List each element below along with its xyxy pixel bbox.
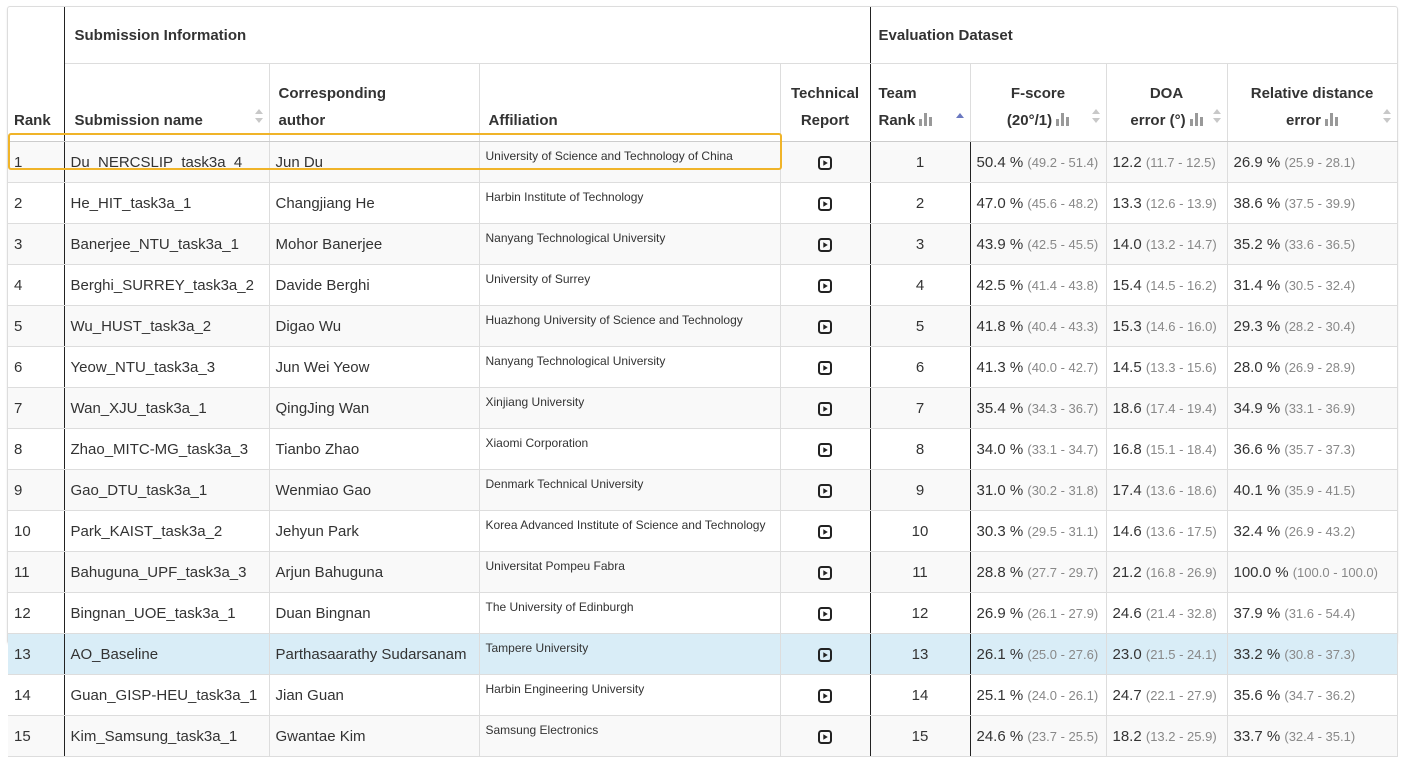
relative-distance-error-cell bbox=[1227, 552, 1397, 593]
header-f-score[interactable]: F-score (20°/1) bbox=[970, 64, 1106, 142]
f-score-value: 42.5 % bbox=[976, 276, 1024, 294]
f-score-value: 43.9 % bbox=[976, 235, 1024, 253]
f-score-ci: (33.1 - 34.7) bbox=[1027, 441, 1099, 457]
affiliation-cell: The University of Edinburgh bbox=[479, 593, 780, 634]
doa-error-cell bbox=[1106, 265, 1227, 306]
team-rank-cell: 4 bbox=[870, 265, 970, 306]
document-play-icon[interactable] bbox=[818, 689, 832, 703]
rde-value: 36.6 % bbox=[1233, 440, 1281, 458]
doa-error-ci: (14.6 - 16.0) bbox=[1145, 318, 1217, 334]
sort-icon bbox=[255, 109, 263, 123]
rde-value: 35.2 % bbox=[1233, 235, 1281, 253]
doa-error-value: 18.6 bbox=[1112, 399, 1142, 417]
header-submission-name[interactable]: Submission name bbox=[64, 64, 269, 142]
doa-error-cell bbox=[1106, 347, 1227, 388]
rde-value: 31.4 % bbox=[1233, 276, 1281, 294]
affiliation-cell: Nanyang Technological University bbox=[479, 347, 780, 388]
technical-report-cell bbox=[780, 552, 870, 593]
bar-chart-icon[interactable] bbox=[919, 113, 932, 126]
doa-error-ci: (13.2 - 25.9) bbox=[1145, 728, 1217, 744]
table-row[interactable] bbox=[8, 183, 1397, 224]
f-score-ci: (40.0 - 42.7) bbox=[1027, 359, 1099, 375]
team-rank-cell: 12 bbox=[870, 593, 970, 634]
rde-value: 33.2 % bbox=[1233, 645, 1281, 663]
f-score-ci: (26.1 - 27.9) bbox=[1027, 605, 1099, 621]
document-play-icon[interactable] bbox=[818, 443, 832, 457]
f-score-value: 41.8 % bbox=[976, 317, 1024, 335]
bar-chart-icon[interactable] bbox=[1325, 113, 1338, 126]
submission-name-cell: Banerjee_NTU_task3a_1 bbox=[64, 224, 269, 265]
document-play-icon[interactable] bbox=[818, 730, 832, 744]
affiliation-cell: Nanyang Technological University bbox=[479, 224, 780, 265]
relative-distance-error-cell bbox=[1227, 593, 1397, 634]
document-play-icon[interactable] bbox=[818, 525, 832, 539]
doa-error-ci: (12.6 - 13.9) bbox=[1145, 195, 1217, 211]
team-rank-cell: 5 bbox=[870, 306, 970, 347]
f-score-cell bbox=[970, 224, 1106, 265]
f-score-value: 41.3 % bbox=[976, 358, 1024, 376]
table-row[interactable] bbox=[8, 388, 1397, 429]
rde-value: 38.6 % bbox=[1233, 194, 1281, 212]
f-score-value: 24.6 % bbox=[976, 727, 1024, 745]
f-score-ci: (27.7 - 29.7) bbox=[1027, 564, 1099, 580]
f-score-cell bbox=[970, 388, 1106, 429]
doa-error-cell bbox=[1106, 429, 1227, 470]
doa-error-ci: (14.5 - 16.2) bbox=[1145, 277, 1217, 293]
author-cell: Jun Du bbox=[269, 142, 479, 183]
table-row[interactable] bbox=[8, 142, 1397, 183]
technical-report-cell bbox=[780, 347, 870, 388]
header-technical-report[interactable]: Technical Report bbox=[780, 64, 870, 142]
document-play-icon[interactable] bbox=[818, 484, 832, 498]
affiliation-cell: Xiaomi Corporation bbox=[479, 429, 780, 470]
sort-ascending-icon bbox=[956, 109, 964, 123]
doa-error-cell bbox=[1106, 388, 1227, 429]
technical-report-cell bbox=[780, 183, 870, 224]
doa-error-value: 13.3 bbox=[1112, 194, 1142, 212]
doa-error-ci: (22.1 - 27.9) bbox=[1145, 687, 1217, 703]
f-score-cell bbox=[970, 511, 1106, 552]
submission-name-cell: AO_Baseline bbox=[64, 634, 269, 675]
f-score-cell bbox=[970, 142, 1106, 183]
author-cell: Wenmiao Gao bbox=[269, 470, 479, 511]
f-score-ci: (25.0 - 27.6) bbox=[1027, 646, 1099, 662]
author-cell: Jian Guan bbox=[269, 675, 479, 716]
rank-cell: 10 bbox=[8, 511, 64, 552]
doa-error-ci: (11.7 - 12.5) bbox=[1145, 154, 1216, 170]
technical-report-cell bbox=[780, 470, 870, 511]
relative-distance-error-cell bbox=[1227, 470, 1397, 511]
rde-value: 28.0 % bbox=[1233, 358, 1281, 376]
team-rank-cell: 9 bbox=[870, 470, 970, 511]
f-score-ci: (29.5 - 31.1) bbox=[1027, 523, 1099, 539]
author-cell: QingJing Wan bbox=[269, 388, 479, 429]
submission-name-cell: Gao_DTU_task3a_1 bbox=[64, 470, 269, 511]
submission-name-cell: Wu_HUST_task3a_2 bbox=[64, 306, 269, 347]
rde-value: 32.4 % bbox=[1233, 522, 1281, 540]
doa-error-value: 23.0 bbox=[1112, 645, 1142, 663]
author-cell: Digao Wu bbox=[269, 306, 479, 347]
doa-error-cell bbox=[1106, 306, 1227, 347]
rank-group-spacer bbox=[8, 7, 64, 64]
rde-ci: (37.5 - 39.9) bbox=[1284, 195, 1356, 211]
f-score-cell bbox=[970, 306, 1106, 347]
f-score-value: 35.4 % bbox=[976, 399, 1024, 417]
rank-cell: 6 bbox=[8, 347, 64, 388]
table-row[interactable] bbox=[8, 347, 1397, 388]
technical-report-cell bbox=[780, 716, 870, 757]
rde-value: 33.7 % bbox=[1233, 727, 1281, 745]
affiliation-cell: Korea Advanced Institute of Science and Technology bbox=[479, 511, 780, 552]
doa-error-value: 17.4 bbox=[1112, 481, 1142, 499]
rde-value: 37.9 % bbox=[1233, 604, 1281, 622]
table-row[interactable] bbox=[8, 593, 1397, 634]
doa-error-ci: (15.1 - 18.4) bbox=[1145, 441, 1217, 457]
author-cell: Gwantae Kim bbox=[269, 716, 479, 757]
technical-report-cell bbox=[780, 306, 870, 347]
relative-distance-error-cell bbox=[1227, 511, 1397, 552]
relative-distance-error-cell bbox=[1227, 183, 1397, 224]
f-score-cell bbox=[970, 347, 1106, 388]
document-play-icon[interactable] bbox=[818, 361, 832, 375]
doa-error-ci: (13.3 - 15.6) bbox=[1145, 359, 1217, 375]
f-score-value: 34.0 % bbox=[976, 440, 1024, 458]
document-play-icon[interactable] bbox=[818, 402, 832, 416]
affiliation-cell: University of Surrey bbox=[479, 265, 780, 306]
doa-error-cell bbox=[1106, 142, 1227, 183]
f-score-ci: (24.0 - 26.1) bbox=[1027, 687, 1099, 703]
header-corresponding-author[interactable]: Corresponding author bbox=[269, 64, 479, 142]
results-table bbox=[8, 7, 1398, 757]
rank-cell: 2 bbox=[8, 183, 64, 224]
rde-ci: (35.9 - 41.5) bbox=[1284, 482, 1356, 498]
team-rank-cell: 11 bbox=[870, 552, 970, 593]
sort-icon bbox=[1092, 109, 1100, 123]
document-play-icon[interactable] bbox=[818, 320, 832, 334]
table-row[interactable] bbox=[8, 224, 1397, 265]
f-score-ci: (49.2 - 51.4) bbox=[1027, 154, 1099, 170]
submission-name-cell: Guan_GISP-HEU_task3a_1 bbox=[64, 675, 269, 716]
document-play-icon[interactable] bbox=[818, 566, 832, 580]
relative-distance-error-cell bbox=[1227, 388, 1397, 429]
f-score-cell bbox=[970, 593, 1106, 634]
f-score-ci: (23.7 - 25.5) bbox=[1027, 728, 1099, 744]
doa-error-cell bbox=[1106, 716, 1227, 757]
rank-cell: 3 bbox=[8, 224, 64, 265]
table-row[interactable] bbox=[8, 470, 1397, 511]
rank-cell: 4 bbox=[8, 265, 64, 306]
rde-value: 40.1 % bbox=[1233, 481, 1281, 499]
team-rank-cell: 8 bbox=[870, 429, 970, 470]
team-rank-cell: 15 bbox=[870, 716, 970, 757]
rde-ci: (30.5 - 32.4) bbox=[1284, 277, 1356, 293]
f-score-value: 50.4 % bbox=[976, 153, 1024, 171]
technical-report-cell bbox=[780, 675, 870, 716]
doa-error-ci: (13.6 - 18.6) bbox=[1145, 482, 1217, 498]
relative-distance-error-cell bbox=[1227, 142, 1397, 183]
doa-error-value: 15.4 bbox=[1112, 276, 1142, 294]
submission-name-cell: Bahuguna_UPF_task3a_3 bbox=[64, 552, 269, 593]
header-affiliation[interactable]: Affiliation bbox=[479, 64, 780, 142]
doa-error-value: 21.2 bbox=[1112, 563, 1142, 581]
document-play-icon[interactable] bbox=[818, 197, 832, 211]
affiliation-cell: Harbin Institute of Technology bbox=[479, 183, 780, 224]
doa-error-value: 15.3 bbox=[1112, 317, 1142, 335]
team-rank-cell: 14 bbox=[870, 675, 970, 716]
f-score-value: 25.1 % bbox=[976, 686, 1024, 704]
doa-error-value: 14.6 bbox=[1112, 522, 1142, 540]
submission-name-cell: Berghi_SURREY_task3a_2 bbox=[64, 265, 269, 306]
group-evaluation-dataset: Evaluation Dataset bbox=[870, 7, 1397, 64]
rank-cell: 11 bbox=[8, 552, 64, 593]
f-score-value: 31.0 % bbox=[976, 481, 1024, 499]
rank-cell: 8 bbox=[8, 429, 64, 470]
table-row[interactable] bbox=[8, 634, 1397, 675]
group-submission-information: Submission Information bbox=[64, 7, 870, 64]
rank-cell: 5 bbox=[8, 306, 64, 347]
relative-distance-error-cell bbox=[1227, 265, 1397, 306]
rde-ci: (35.7 - 37.3) bbox=[1284, 441, 1356, 457]
rank-cell: 13 bbox=[8, 634, 64, 675]
team-rank-cell: 1 bbox=[870, 142, 970, 183]
rde-value: 35.6 % bbox=[1233, 686, 1281, 704]
submission-name-cell: Kim_Samsung_task3a_1 bbox=[64, 716, 269, 757]
author-cell: Changjiang He bbox=[269, 183, 479, 224]
affiliation-cell: Denmark Technical University bbox=[479, 470, 780, 511]
doa-error-cell bbox=[1106, 470, 1227, 511]
team-rank-cell: 13 bbox=[870, 634, 970, 675]
rank-cell: 9 bbox=[8, 470, 64, 511]
f-score-cell bbox=[970, 552, 1106, 593]
doa-error-value: 18.2 bbox=[1112, 727, 1142, 745]
rank-cell: 1 bbox=[8, 142, 64, 183]
f-score-ci: (40.4 - 43.3) bbox=[1027, 318, 1099, 334]
f-score-cell bbox=[970, 429, 1106, 470]
rde-value: 100.0 % bbox=[1233, 563, 1289, 581]
document-play-icon[interactable] bbox=[818, 238, 832, 252]
relative-distance-error-cell bbox=[1227, 224, 1397, 265]
technical-report-cell bbox=[780, 265, 870, 306]
bar-chart-icon[interactable] bbox=[1056, 113, 1069, 126]
author-cell: Parthasaarathy Sudarsanam bbox=[269, 634, 479, 675]
document-play-icon[interactable] bbox=[818, 156, 832, 170]
sort-icon bbox=[1383, 109, 1391, 123]
doa-error-cell bbox=[1106, 593, 1227, 634]
rank-cell: 15 bbox=[8, 716, 64, 757]
doa-error-ci: (16.8 - 26.9) bbox=[1145, 564, 1217, 580]
author-cell: Jehyun Park bbox=[269, 511, 479, 552]
table-row[interactable] bbox=[8, 716, 1397, 757]
rde-ci: (25.9 - 28.1) bbox=[1284, 154, 1356, 170]
f-score-value: 30.3 % bbox=[976, 522, 1024, 540]
sort-icon bbox=[1213, 109, 1221, 123]
technical-report-cell bbox=[780, 388, 870, 429]
doa-error-value: 16.8 bbox=[1112, 440, 1142, 458]
table-row[interactable] bbox=[8, 306, 1397, 347]
doa-error-ci: (13.2 - 14.7) bbox=[1145, 236, 1217, 252]
document-play-icon[interactable] bbox=[818, 607, 832, 621]
header-team-rank[interactable]: Team Rank bbox=[870, 64, 970, 142]
f-score-cell bbox=[970, 265, 1106, 306]
rde-value: 29.3 % bbox=[1233, 317, 1281, 335]
relative-distance-error-cell bbox=[1227, 347, 1397, 388]
doa-error-ci: (17.4 - 19.4) bbox=[1145, 400, 1217, 416]
rde-ci: (31.6 - 54.4) bbox=[1284, 605, 1356, 621]
results-table-body bbox=[8, 142, 1397, 757]
relative-distance-error-cell bbox=[1227, 634, 1397, 675]
technical-report-cell bbox=[780, 593, 870, 634]
rde-ci: (30.8 - 37.3) bbox=[1284, 646, 1356, 662]
affiliation-cell: Tampere University bbox=[479, 634, 780, 675]
doa-error-ci: (13.6 - 17.5) bbox=[1145, 523, 1217, 539]
doa-error-value: 12.2 bbox=[1112, 153, 1142, 171]
team-rank-cell: 2 bbox=[870, 183, 970, 224]
doa-error-cell bbox=[1106, 224, 1227, 265]
f-score-value: 47.0 % bbox=[976, 194, 1024, 212]
author-cell: Duan Bingnan bbox=[269, 593, 479, 634]
rde-ci: (33.1 - 36.9) bbox=[1284, 400, 1356, 416]
table-row[interactable] bbox=[8, 552, 1397, 593]
table-row[interactable] bbox=[8, 511, 1397, 552]
author-cell: Arjun Bahuguna bbox=[269, 552, 479, 593]
submission-name-cell: Wan_XJU_task3a_1 bbox=[64, 388, 269, 429]
rde-ci: (100.0 - 100.0) bbox=[1292, 564, 1378, 580]
author-cell: Mohor Banerjee bbox=[269, 224, 479, 265]
f-score-ci: (34.3 - 36.7) bbox=[1027, 400, 1099, 416]
relative-distance-error-cell bbox=[1227, 716, 1397, 757]
doa-error-cell bbox=[1106, 634, 1227, 675]
affiliation-cell: Universitat Pompeu Fabra bbox=[479, 552, 780, 593]
submission-name-cell: Zhao_MITC-MG_task3a_3 bbox=[64, 429, 269, 470]
doa-error-ci: (21.4 - 32.8) bbox=[1145, 605, 1217, 621]
rde-ci: (26.9 - 28.9) bbox=[1284, 359, 1356, 375]
author-cell: Tianbo Zhao bbox=[269, 429, 479, 470]
header-rank[interactable]: Rank bbox=[8, 64, 64, 142]
technical-report-cell bbox=[780, 429, 870, 470]
doa-error-cell bbox=[1106, 552, 1227, 593]
rank-cell: 12 bbox=[8, 593, 64, 634]
affiliation-cell: University of Science and Technology of China bbox=[479, 142, 780, 183]
technical-report-cell bbox=[780, 224, 870, 265]
rank-cell: 14 bbox=[8, 675, 64, 716]
team-rank-cell: 3 bbox=[870, 224, 970, 265]
rde-ci: (33.6 - 36.5) bbox=[1284, 236, 1356, 252]
doa-error-value: 14.5 bbox=[1112, 358, 1142, 376]
table-row[interactable] bbox=[8, 265, 1397, 306]
affiliation-cell: Samsung Electronics bbox=[479, 716, 780, 757]
f-score-cell bbox=[970, 470, 1106, 511]
affiliation-cell: Xinjiang University bbox=[479, 388, 780, 429]
affiliation-cell: Huazhong University of Science and Technology bbox=[479, 306, 780, 347]
team-rank-cell: 6 bbox=[870, 347, 970, 388]
f-score-cell bbox=[970, 634, 1106, 675]
f-score-value: 26.9 % bbox=[976, 604, 1024, 622]
relative-distance-error-cell bbox=[1227, 429, 1397, 470]
author-cell: Davide Berghi bbox=[269, 265, 479, 306]
rde-ci: (32.4 - 35.1) bbox=[1284, 728, 1356, 744]
technical-report-cell bbox=[780, 142, 870, 183]
team-rank-cell: 7 bbox=[870, 388, 970, 429]
submission-name-cell: He_HIT_task3a_1 bbox=[64, 183, 269, 224]
submission-name-cell: Bingnan_UOE_task3a_1 bbox=[64, 593, 269, 634]
rde-ci: (34.7 - 36.2) bbox=[1284, 687, 1356, 703]
table-row[interactable] bbox=[8, 675, 1397, 716]
results-table-panel bbox=[7, 6, 1398, 745]
rde-ci: (28.2 - 30.4) bbox=[1284, 318, 1356, 334]
f-score-value: 26.1 % bbox=[976, 645, 1024, 663]
technical-report-cell bbox=[780, 634, 870, 675]
team-rank-cell: 10 bbox=[870, 511, 970, 552]
f-score-value: 28.8 % bbox=[976, 563, 1024, 581]
rde-value: 26.9 % bbox=[1233, 153, 1281, 171]
table-row[interactable] bbox=[8, 429, 1397, 470]
f-score-cell bbox=[970, 183, 1106, 224]
doa-error-value: 24.6 bbox=[1112, 604, 1142, 622]
header-relative-distance-error[interactable]: Relative distance error bbox=[1227, 64, 1397, 142]
document-play-icon[interactable] bbox=[818, 279, 832, 293]
f-score-ci: (42.5 - 45.5) bbox=[1027, 236, 1099, 252]
header-doa-error[interactable]: DOA error (°) bbox=[1106, 64, 1227, 142]
doa-error-value: 14.0 bbox=[1112, 235, 1142, 253]
doa-error-cell bbox=[1106, 511, 1227, 552]
submission-name-cell: Park_KAIST_task3a_2 bbox=[64, 511, 269, 552]
document-play-icon[interactable] bbox=[818, 648, 832, 662]
author-cell: Jun Wei Yeow bbox=[269, 347, 479, 388]
submission-name-cell: Yeow_NTU_task3a_3 bbox=[64, 347, 269, 388]
f-score-ci: (41.4 - 43.8) bbox=[1027, 277, 1099, 293]
f-score-cell bbox=[970, 675, 1106, 716]
technical-report-cell bbox=[780, 511, 870, 552]
affiliation-cell: Harbin Engineering University bbox=[479, 675, 780, 716]
f-score-cell bbox=[970, 716, 1106, 757]
relative-distance-error-cell bbox=[1227, 675, 1397, 716]
f-score-ci: (30.2 - 31.8) bbox=[1027, 482, 1099, 498]
f-score-ci: (45.6 - 48.2) bbox=[1027, 195, 1099, 211]
submission-name-cell: Du_NERCSLIP_task3a_4 bbox=[64, 142, 269, 183]
rank-cell: 7 bbox=[8, 388, 64, 429]
bar-chart-icon[interactable] bbox=[1190, 113, 1203, 126]
doa-error-cell bbox=[1106, 183, 1227, 224]
doa-error-cell bbox=[1106, 675, 1227, 716]
doa-error-ci: (21.5 - 24.1) bbox=[1145, 646, 1217, 662]
rde-value: 34.9 % bbox=[1233, 399, 1281, 417]
relative-distance-error-cell bbox=[1227, 306, 1397, 347]
rde-ci: (26.9 - 43.2) bbox=[1284, 523, 1356, 539]
doa-error-value: 24.7 bbox=[1112, 686, 1142, 704]
